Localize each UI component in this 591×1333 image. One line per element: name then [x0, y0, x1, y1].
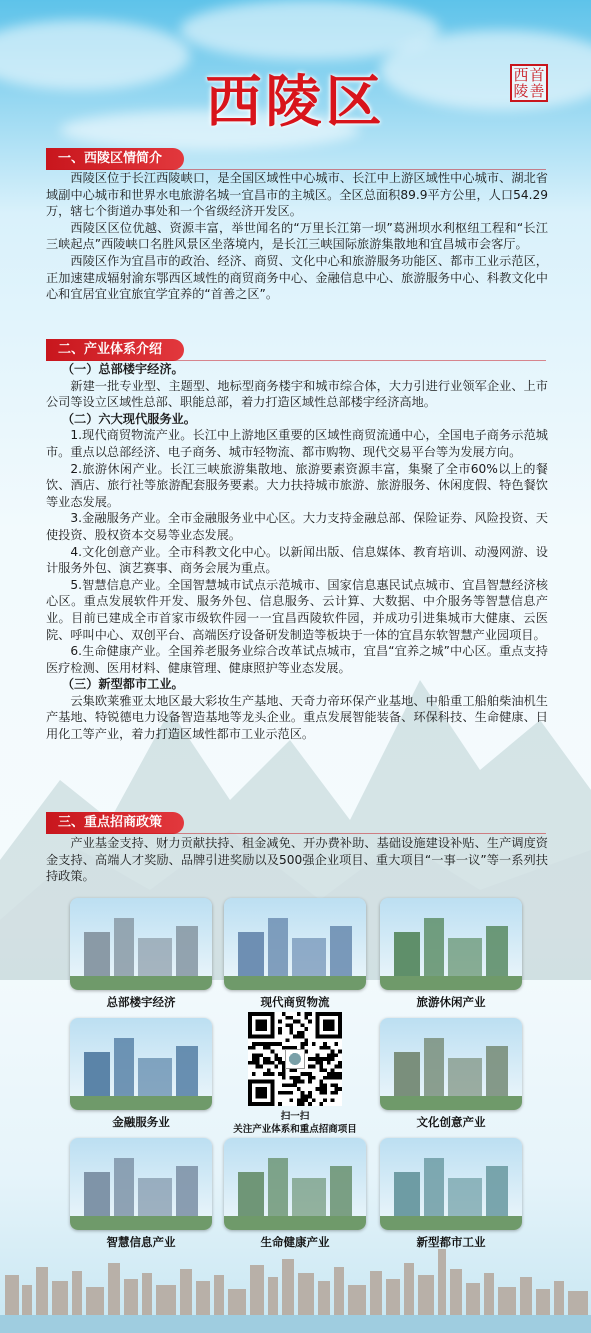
page-title: 西陵区: [205, 69, 386, 135]
gallery-caption: 现代商贸物流: [260, 995, 330, 1009]
seal-char: 善: [529, 82, 545, 100]
gallery-caption: 生命健康产业: [260, 1235, 330, 1249]
seal-char: 陵: [513, 82, 529, 100]
industry-text: [46, 361, 548, 743]
seal-char: 首: [529, 66, 545, 84]
qr-caption-line1: 扫一扫: [280, 1111, 310, 1122]
city-skyline-decoration: [0, 1245, 591, 1333]
section-heading-intro: 一、西陵区情简介: [46, 148, 184, 170]
paragraph: 6.生命健康产业。全国养老服务业综合改革试点城市，宜昌“宜养之城”中心区。重点支持医疗检测、医用材料、健康管理、健康照护等业态发展。: [46, 644, 548, 675]
paragraph: 4.文化创意产业。全市科教文化中心。以新闻出版、信息媒体、教育培训、动漫网游、设计服务外包、演艺赛事、商务会展为重点。: [46, 544, 548, 576]
policy-text: [46, 835, 548, 885]
gallery-photo: [380, 1018, 522, 1110]
paragraph: 西陵区区位优越、资源丰富，举世闻名的“万里长江第一坝”葛洲坝水利枢纽工程和“长江三峡起点”西陵峡口名胜风景区坐落境内，是长江三峡国际旅游集散地和宜昌城市会客厅。: [46, 220, 548, 252]
paragraph: 云集欧莱雅亚太地区最大彩妆生产基地、天奇力帝环保产业基地、中船重工船舶柴油机生产基地、特锐德电力设备智造基地等龙头企业。重点发展智能装备、环保科技、生命健康、日用化工等产业，着力打造区域性都市工业示范区。: [46, 693, 548, 742]
gallery-caption: 新型都市工业: [416, 1235, 486, 1249]
paragraph: 西陵区作为宜昌市的政治、经济、商贸、文化中心和旅游服务功能区、都市工业示范区，正加速建成辐射渝东鄂西区域性的商贸商务中心、金融信息中心、旅游服务中心、科教文化中心和宜居宜业宜旅宜学宜养的“首善之区”。: [46, 253, 548, 302]
gallery-caption: 文化创意产业: [416, 1115, 486, 1129]
paragraph: 新建一批专业型、主题型、地标型商务楼宇和城市综合体，大力引进行业领军企业、上市公司等设立区域性总部、职能总部，着力打造区域性总部楼宇经济高地。: [46, 378, 548, 410]
gallery-caption: 总部楼宇经济: [106, 995, 176, 1009]
subheading: （二）六大现代服务业。: [61, 411, 196, 426]
intro-text: [46, 170, 548, 303]
section-divider: [46, 833, 546, 834]
gallery-photo: [70, 1138, 212, 1230]
section-heading-industry: 二、产业体系介绍: [46, 339, 184, 361]
qr-caption-line2: 关注产业体系和重点招商项目: [233, 1124, 357, 1135]
seal-char: 西: [513, 66, 529, 84]
gallery-photo: [380, 1138, 522, 1230]
section-heading-policy: 三、重点招商政策: [46, 812, 184, 834]
gallery-photo: [224, 898, 366, 990]
paragraph: 1.现代商贸物流产业。长江中上游地区重要的区域性商贸流通中心，全国电子商务示范城市。重点以总部经济、电子商务、城市轻物流、都市购物、现代交易平台等为发展方向。: [46, 428, 548, 459]
paragraph: 3.金融服务产业。全市金融服务业中心区。大力支持金融总部、保险证券、风险投资、天使投资、股权资本交易等业态发展。: [46, 511, 548, 542]
gallery-photo: [70, 1018, 212, 1110]
gallery-caption: 智慧信息产业: [106, 1235, 176, 1249]
gallery-caption: 金融服务业: [112, 1115, 170, 1129]
paragraph: 2.旅游休闲产业。长江三峡旅游集散地、旅游要素资源丰富，集聚了全市60%以上的餐饮、酒店、旅行社等旅游配套服务要素。大力扶持城市旅游、旅游服务、休闲度假、特色餐饮等业态发展。: [46, 461, 548, 509]
gallery-caption: 旅游休闲产业: [416, 995, 486, 1009]
qr-code[interactable]: [248, 1012, 342, 1106]
paragraph: 5.智慧信息产业。全国智慧城市试点示范城市、国家信息惠民试点城市、宜昌智慧经济核心区。重点发展软件开发、服务外包、信息服务、云计算、大数据、中介服务等智慧信息产业。目前已建成全市首家市级软件园一一宜昌西陵软件园，并成功引进集城市大健康、云医院、呼叫中心、双创平台、高端医疗设备研发制造等板块于一体的宜昌东软智慧产业园项目。: [46, 577, 548, 642]
subheading: （三）新型都市工业。: [61, 677, 184, 692]
paragraph: 西陵区位于长江西陵峡口，是全国区域性中心城市、长江中上游区域性中心城市、湖北省域副中心城市和世界水电旅游名城一宜昌市的主城区。全区总面积89.9平方公里，人口54.29万，辖七个街道办事处和一个省级经济开发区。: [46, 171, 548, 219]
paragraph: 产业基金支持、财力贡献扶持、租金减免、开办费补助、基础设施建设补贴、生产调度资金支持、高端人才奖励、品牌引进奖励以及500强企业项目、重大项目“一事一议”等一系列扶持政策。: [46, 836, 548, 884]
gallery-photo: [224, 1138, 366, 1230]
gallery-photo: [70, 898, 212, 990]
seal-stamp: [510, 64, 548, 102]
subheading: （一）总部楼宇经济。: [61, 362, 184, 376]
gallery-photo: [380, 898, 522, 990]
